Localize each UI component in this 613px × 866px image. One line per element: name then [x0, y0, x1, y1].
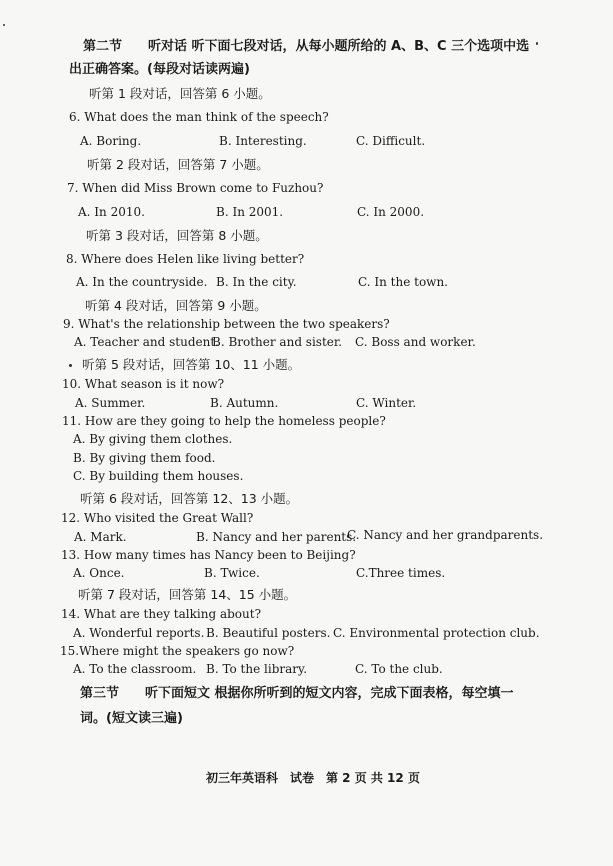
bullet-dot	[69, 364, 72, 367]
listen-instruction: 听第 6 段对话，回答第 12、13 小题。	[80, 491, 299, 506]
section3-header-line2: 词。(短文读三遍)	[80, 711, 183, 726]
section2-header-line1: 第二节 听对话 听下面七段对话，从每小题所给的 A、B、C 三个选项中选	[83, 39, 530, 54]
option-c: C. Environmental protection club.	[333, 626, 540, 640]
option-a: A. Mark.	[74, 530, 127, 544]
question-text: 12. Who visited the Great Wall?	[61, 511, 254, 525]
scan-speck	[3, 24, 5, 26]
option-b: B. To the library.	[206, 662, 308, 676]
question-text: 15.Where might the speakers go now?	[60, 644, 295, 658]
option-c: C. In the town.	[358, 275, 448, 289]
listen-instruction: 听第 2 段对话，回答第 7 小题。	[87, 157, 269, 172]
option-b: B. Interesting.	[219, 134, 307, 148]
option-a: A. Teacher and student.	[74, 335, 219, 349]
option-b: B. By giving them food.	[73, 451, 216, 465]
option-a: A. In 2010.	[78, 205, 145, 219]
option-c: C. By building them houses.	[73, 469, 244, 483]
option-c: C. Winter.	[356, 396, 417, 410]
option-b: B. Nancy and her parents.	[196, 530, 357, 544]
question-text: 11. How are they going to help the homeless people?	[62, 414, 386, 428]
option-a: A. Boring.	[80, 134, 142, 148]
scan-speck	[536, 42, 538, 45]
section3-header-line1: 第三节 听下面短文 根据你所听到的短文内容，完成下面表格，每空填一	[80, 686, 514, 701]
option-a: A. Summer.	[75, 396, 146, 410]
section2-header-line2: 出正确答案。(每段对话读两遍)	[69, 62, 250, 77]
listen-instruction: 听第 4 段对话，回答第 9 小题。	[85, 298, 267, 313]
option-b: B. Autumn.	[210, 396, 279, 410]
option-a: A. By giving them clothes.	[73, 432, 233, 446]
question-text: 9. What's the relationship between the two speakers?	[63, 317, 390, 331]
question-text: 13. How many times has Nancy been to Beijing?	[61, 548, 356, 562]
option-a: A. In the countryside.	[76, 275, 208, 289]
option-b: B. Twice.	[204, 566, 260, 580]
option-c: C. Boss and worker.	[355, 335, 476, 349]
option-c: C. In 2000.	[357, 205, 425, 219]
listen-instruction: 听第 5 段对话，回答第 10、11 小题。	[82, 357, 301, 372]
listen-instruction: 听第 1 段对话，回答第 6 小题。	[89, 86, 271, 101]
page-footer: 初三年英语科 试卷 第 2 页 共 12 页	[206, 771, 420, 785]
question-text: 8. Where does Helen like living better?	[66, 252, 305, 266]
option-a: A. Once.	[73, 566, 125, 580]
listen-instruction: 听第 7 段对话，回答第 14、15 小题。	[78, 587, 297, 602]
option-c: C. Difficult.	[356, 134, 426, 148]
option-a: A. To the classroom.	[73, 662, 197, 676]
option-b: B. In the city.	[216, 275, 297, 289]
option-a: A. Wonderful reports.	[73, 626, 205, 640]
option-b: B. Brother and sister.	[212, 335, 343, 349]
option-b: B. Beautiful posters.	[206, 626, 331, 640]
question-text: 6. What does the man think of the speech?	[69, 110, 329, 124]
option-b: B. In 2001.	[216, 205, 284, 219]
option-c: C.Three times.	[356, 566, 446, 580]
question-text: 14. What are they talking about?	[61, 607, 261, 621]
question-text: 7. When did Miss Brown come to Fuzhou?	[67, 181, 324, 195]
listen-instruction: 听第 3 段对话，回答第 8 小题。	[86, 228, 268, 243]
option-c: C. To the club.	[355, 662, 443, 676]
option-c: C. Nancy and her grandparents.	[347, 528, 544, 542]
question-text: 10. What season is it now?	[62, 377, 225, 391]
